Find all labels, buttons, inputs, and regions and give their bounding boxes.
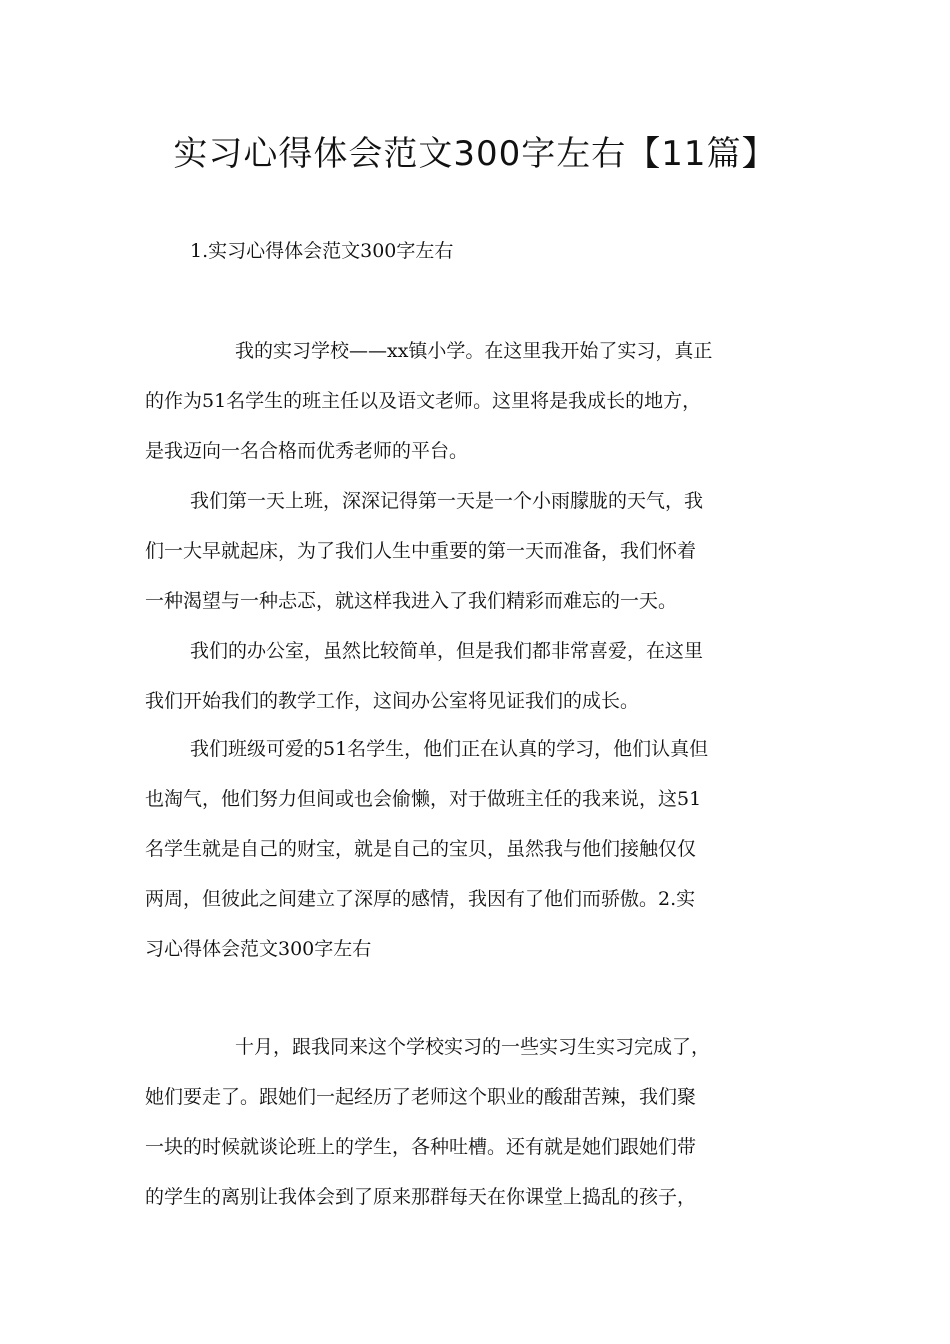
paragraph-line: 两周，但彼此之间建立了深厚的感情，我因有了他们而骄傲。2.实 bbox=[145, 888, 696, 910]
paragraph-line: 的作为51名学生的班主任以及语文老师。这里将是我成长的地方， bbox=[145, 390, 702, 412]
paragraph-line: 一块的时候就谈论班上的学生，各种吐槽。还有就是她们跟她们带 bbox=[145, 1136, 697, 1158]
paragraph-line: 习心得体会范文300字左右 bbox=[145, 938, 372, 960]
paragraph-line: 也淘气，他们努力但间或也会偷懒，对于做班主任的我来说，这51 bbox=[145, 788, 702, 810]
paragraph-4 bbox=[145, 724, 805, 974]
paragraph-2 bbox=[145, 476, 805, 626]
paragraph-line: 是我迈向一名合格而优秀老师的平台。 bbox=[145, 440, 469, 462]
paragraph-line: 十月，跟我同来这个学校实习的一些实习生实习完成了， bbox=[235, 1036, 711, 1058]
paragraph-line: 她们要走了。跟她们一起经历了老师这个职业的酸甜苦辣，我们聚 bbox=[145, 1086, 697, 1108]
paragraph-5 bbox=[145, 1022, 805, 1222]
paragraph-line: 一种渴望与一种忐忑，就这样我进入了我们精彩而难忘的一天。 bbox=[145, 590, 678, 612]
paragraph-line: 我们开始我们的教学工作，这间办公室将见证我们的成长。 bbox=[145, 690, 640, 712]
paragraph-line: 我们的办公室，虽然比较简单，但是我们都非常喜爱，在这里 bbox=[190, 640, 704, 662]
paragraph-line: 名学生就是自己的财宝，就是自己的宝贝，虽然我与他们接触仅仅 bbox=[145, 838, 697, 860]
paragraph-line: 我的实习学校——xx镇小学。在这里我开始了实习，真正 bbox=[235, 340, 713, 362]
paragraph-line: 我们第一天上班，深深记得第一天是一个小雨朦胧的天气，我 bbox=[190, 490, 704, 512]
paragraph-line: 的学生的离别让我体会到了原来那群每天在你课堂上捣乱的孩子， bbox=[145, 1186, 697, 1208]
section-heading-1: 1.实习心得体会范文300字左右 bbox=[190, 240, 454, 262]
paragraph-1 bbox=[145, 326, 805, 476]
document-title: 实习心得体会范文300字左右【11篇】 bbox=[173, 134, 777, 174]
paragraph-3 bbox=[145, 626, 805, 726]
paragraph-line: 们一大早就起床，为了我们人生中重要的第一天而准备，我们怀着 bbox=[145, 540, 697, 562]
paragraph-line: 我们班级可爱的51名学生，他们正在认真的学习，他们认真但 bbox=[190, 738, 709, 760]
